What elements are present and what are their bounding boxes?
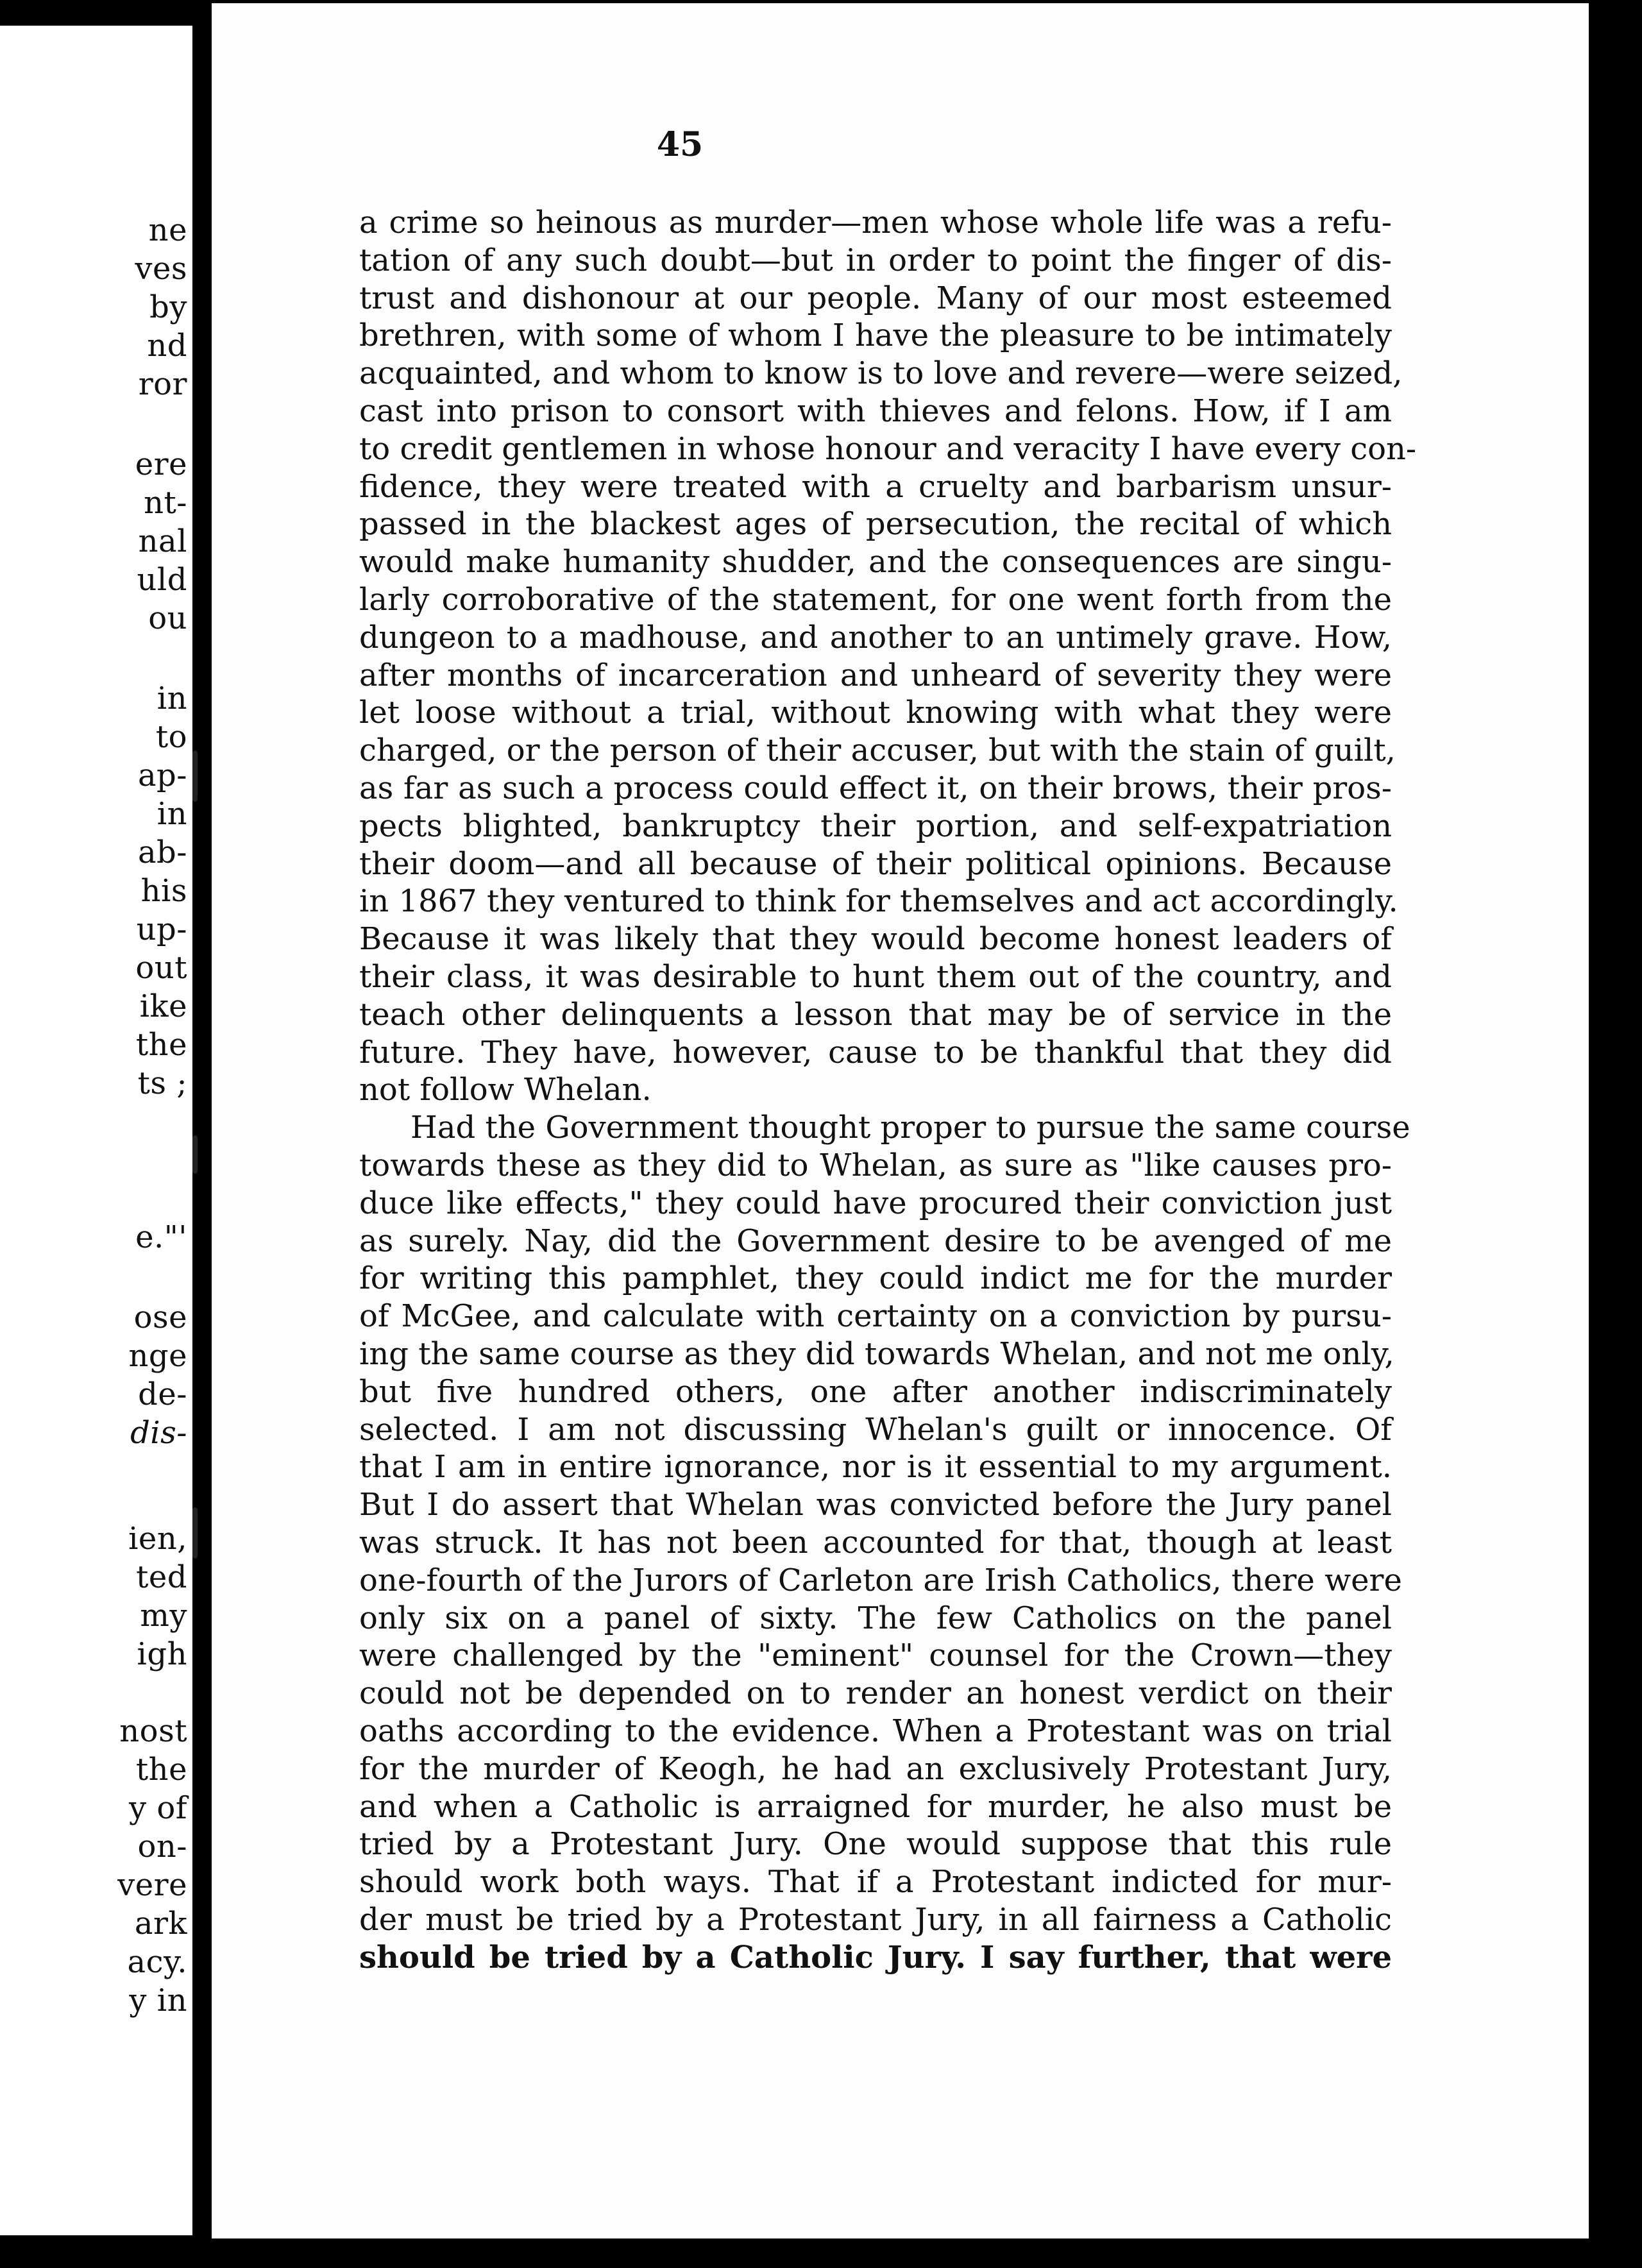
text-line: brethren, with some of whom I have the pleasure to be intimately [359, 317, 1392, 353]
text-line: towards these as they did to Whelan, as sure as "like causes pro- [359, 1147, 1392, 1183]
text-line: and when a Catholic is arraigned for murder, he also must be [359, 1789, 1392, 1825]
facing-page-fragment: uld [137, 562, 187, 598]
facing-page-fragment: my [140, 1598, 187, 1634]
text-line: were challenged by the "eminent" counsel for the Crown—they [359, 1638, 1392, 1673]
facing-page-fragment: out [135, 950, 187, 986]
text-line: selected. I am not discussing Whelan's guilt or innocence. Of [359, 1412, 1392, 1448]
text-line: Had the Government thought proper to pursue the same course [410, 1110, 1410, 1146]
facing-page-fragment: to [155, 719, 187, 755]
facing-page-fragment: de- [138, 1376, 187, 1412]
facing-page-fragment: e."' [135, 1219, 187, 1255]
text-line: tation of any such doubt—but in order to point the finger of dis- [359, 242, 1392, 278]
text-line: one-fourth of the Jurors of Carleton are Irish Catholics, there were [359, 1562, 1402, 1598]
facing-page-fragment: ab- [137, 834, 187, 870]
facing-page-fragment: dis- [130, 1415, 187, 1451]
text-line: for the murder of Keogh, he had an exclusively Protestant Jury, [359, 1751, 1392, 1787]
facing-page-fragment: ror [138, 366, 187, 402]
facing-page-fragment: nal [138, 523, 187, 559]
text-line: to credit gentlemen in whose honour and veracity I have every con- [359, 431, 1417, 467]
text-line: passed in the blackest ages of persecution, the recital of which [359, 506, 1392, 542]
facing-page-fragment: nt- [144, 485, 187, 521]
binding-stitch [192, 1507, 198, 1559]
facing-page-fragment: ne [148, 212, 187, 248]
text-line: Because it was likely that they would become honest leaders of [359, 921, 1392, 957]
text-line: a crime so heinous as murder—men whose whole life was a refu- [359, 205, 1392, 241]
text-line: not follow Whelan. [359, 1072, 652, 1108]
facing-page-fragment: the [135, 1027, 187, 1063]
text-line: larly corroborative of the statement, for one went forth from the [359, 582, 1392, 618]
facing-page-fragment: nost [119, 1713, 187, 1749]
text-line: charged, or the person of their accuser, but with the stain of guilt, [359, 732, 1396, 768]
text-line: after months of incarceration and unheard of severity they were [359, 657, 1392, 693]
text-line: but five hundred others, one after another indiscriminately [359, 1374, 1392, 1410]
text-line: fidence, they were treated with a cruelty and barbarism unsur- [359, 469, 1392, 505]
text-line: But I do assert that Whelan was convicted before the Jury panel [359, 1487, 1392, 1523]
facing-page-fragment: ien, [128, 1521, 187, 1557]
facing-page-fragment: vere [117, 1867, 187, 1903]
text-line: in 1867 they ventured to think for themselves and act accordingly. [359, 883, 1398, 919]
facing-page-fragment: ap- [137, 757, 187, 793]
text-line: as surely. Nay, did the Government desire to be avenged of me [359, 1223, 1392, 1259]
facing-page-fragment: ted [136, 1559, 187, 1595]
facing-page-fragment: up- [136, 911, 187, 947]
text-line: their doom—and all because of their political opinions. Because [359, 846, 1392, 882]
facing-page-fragment: ike [139, 988, 187, 1024]
text-line: should be tried by a Catholic Jury. I say further, that were [359, 1940, 1392, 1976]
facing-page-fragment: ere [135, 446, 187, 482]
text-line: cast into prison to consort with thieves and felons. How, if I am [359, 393, 1392, 429]
page-right-edge [1589, 0, 1594, 2268]
facing-page-fragment: ose [133, 1299, 187, 1335]
facing-page-fragment: nge [128, 1338, 187, 1374]
text-line: should work both ways. That if a Protestant indicted for mur- [359, 1864, 1392, 1900]
facing-page-fragment: the [135, 1752, 187, 1788]
facing-page-fragment: ts ; [137, 1065, 187, 1101]
text-line: teach other delinquents a lesson that may be of service in the [359, 997, 1392, 1033]
facing-page-fragment: by [149, 289, 187, 325]
text-line: dungeon to a madhouse, and another to an untimely grave. How, [359, 620, 1392, 656]
binding-stitch [192, 750, 198, 802]
text-line: oaths according to the evidence. When a Protestant was on trial [359, 1713, 1392, 1749]
facing-page-fragment: ark [134, 1906, 187, 1942]
facing-page-fragment: nd [147, 328, 187, 364]
text-line: ing the same course as they did towards Whelan, and not me only, [359, 1336, 1394, 1372]
text-line: only six on a panel of sixty. The few Catholics on the panel [359, 1600, 1392, 1636]
text-line: trust and dishonour at our people. Many of our most esteemed [359, 280, 1392, 316]
text-line: would make humanity shudder, and the consequences are singu- [359, 544, 1392, 580]
facing-page-fragment: on- [137, 1829, 187, 1865]
text-line: could not be depended on to render an honest verdict on their [359, 1675, 1392, 1711]
text-line: pects blighted, bankruptcy their portion, and self-expatriation [359, 808, 1392, 844]
text-line: that I am in entire ignorance, nor is it essential to my argument. [359, 1449, 1392, 1485]
facing-page-fragment: igh [137, 1636, 187, 1672]
facing-page-fragment: in [157, 796, 187, 832]
text-line: as far as such a process could effect it, on their brows, their pros- [359, 770, 1392, 806]
text-line: let loose without a trial, without knowing with what they were [359, 695, 1392, 731]
facing-page-fragment: y of [128, 1790, 187, 1826]
facing-page-fragment: y in [129, 1983, 187, 2018]
text-line: duce like effects," they could have procured their conviction just [359, 1185, 1392, 1221]
facing-page-fragment: acy. [127, 1944, 187, 1980]
text-line: future. They have, however, cause to be thankful that they did [359, 1035, 1392, 1071]
facing-page-edge [0, 26, 192, 2235]
page-number: 45 [656, 125, 704, 164]
facing-page-fragment: ves [135, 251, 187, 287]
text-line: for writing this pamphlet, they could indict me for the murder [359, 1260, 1392, 1296]
text-line: tried by a Protestant Jury. One would suppose that this rule [359, 1826, 1392, 1862]
text-line: their class, it was desirable to hunt them out of the country, and [359, 959, 1392, 995]
book-gutter [192, 26, 212, 2235]
text-line: acquainted, and whom to know is to love and revere—were seized, [359, 355, 1403, 391]
binding-stitch [192, 1135, 198, 1174]
text-line: der must be tried by a Protestant Jury, in all fairness a Catholic [359, 1902, 1392, 1938]
text-line: of McGee, and calculate with certainty on a conviction by pursu- [359, 1298, 1392, 1334]
facing-page-fragment: in [157, 681, 187, 716]
facing-page-fragment: ou [148, 600, 187, 636]
text-line: was struck. It has not been accounted for that, though at least [359, 1525, 1392, 1561]
facing-page-fragment: his [140, 873, 187, 909]
